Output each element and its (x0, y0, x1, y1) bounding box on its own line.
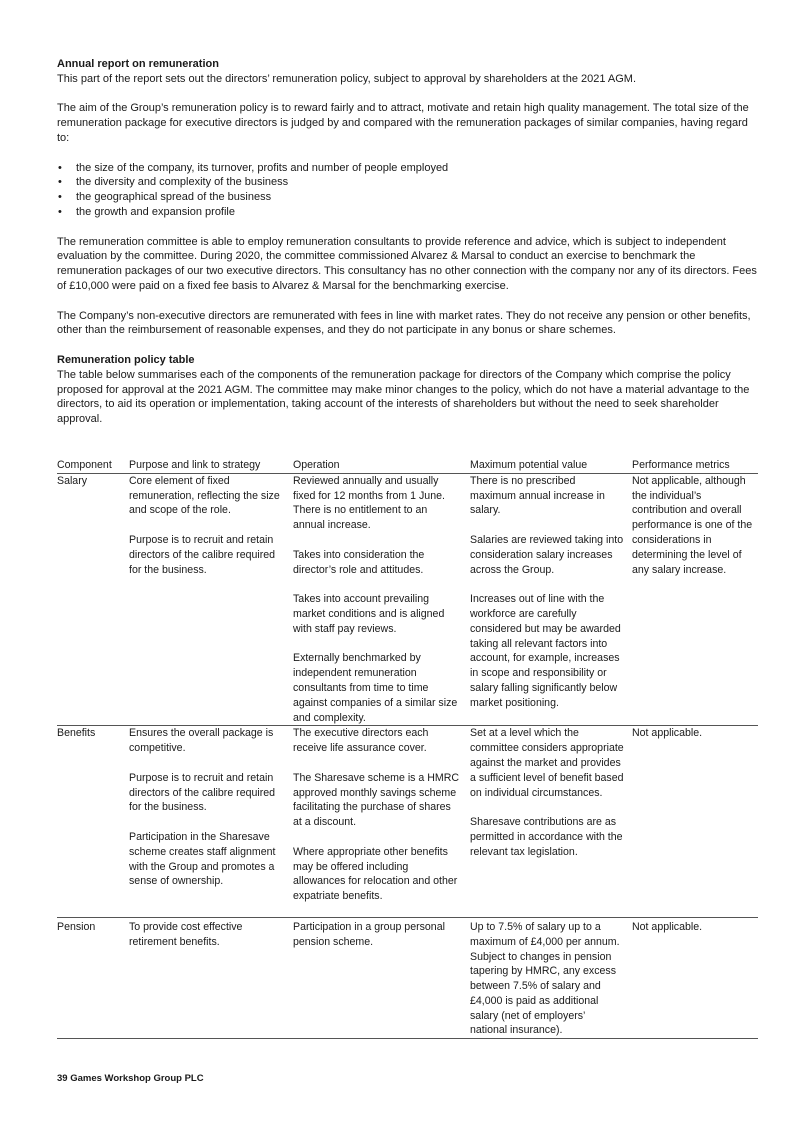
cell-component: Salary (57, 473, 129, 726)
cell-text: Ensures the overall package is competitive. (129, 727, 274, 755)
table-header-row (57, 458, 758, 473)
cell-text: Increases out of line with the workforce are carefully considered but may be awarded taking all relevant factors into account, for example, increases in scope and responsibility or salary falling significantly below market positioning. (470, 593, 621, 709)
cell-operation (293, 726, 470, 918)
cell-text: Where appropriate other benefits may be offered including allowances for relocation and other expatriate benefits. (293, 845, 458, 903)
cell-text: Takes into account prevailing market conditions and is aligned with staff pay reviews. (293, 593, 445, 635)
remuneration-policy-table (57, 458, 758, 1039)
heading-annual-report: Annual report on remuneration (57, 58, 219, 70)
non-executive-paragraph: The Company’s non-executive directors are remunerated with fees in line with market rates. They do not receive any pension or other benefits, other than the reimbursement of reasonable expenses, and they do not participate in any bonus or share schemes. (57, 309, 751, 337)
cell-operation: Participation in a group personal pension scheme. (293, 917, 470, 1038)
cell-text: Purpose is to recruit and retain directors of the calibre required for the business. (129, 533, 276, 576)
header-operation: Operation (293, 458, 470, 473)
intro-paragraph: This part of the report sets out the directors’ remuneration policy, subject to approval by shareholders at the 2021 AGM. (57, 72, 637, 85)
list-item: • the diversity and complexity of the business (57, 175, 757, 190)
header-performance-metrics: Performance metrics (632, 458, 758, 473)
cell-text: Core element of fixed remuneration, reflecting the size and scope of the role. (129, 474, 280, 517)
header-purpose: Purpose and link to strategy (129, 458, 293, 473)
cell-text: Purpose is to recruit and retain directors of the calibre required for the business. (129, 771, 276, 814)
table-row-benefits (57, 726, 758, 918)
list-item: • the geographical spread of the business (57, 190, 757, 205)
regard-list (57, 161, 757, 220)
cell-component: Pension (57, 917, 129, 1038)
cell-operation (293, 473, 470, 726)
cell-text: Sharesave contributions are as permitted in accordance with the relevant tax legislation. (470, 816, 623, 858)
cell-maximum (470, 726, 632, 918)
cell-purpose: To provide cost effective retirement benefits. (129, 917, 293, 1038)
cell-text: Reviewed annually and usually fixed for 12 months from 1 June. There is no entitlement to an annual increase. (293, 474, 445, 532)
cell-maximum (470, 473, 632, 726)
cell-text: Participation in the Sharesave scheme creates staff alignment with the Group and promotes a sense of ownership. (129, 830, 276, 888)
header-component: Component (57, 458, 129, 473)
cell-text: Takes into consideration the director’s role and attitudes. (293, 548, 425, 576)
cell-component: Benefits (57, 726, 129, 918)
heading-policy-table: Remuneration policy table (57, 353, 195, 366)
cell-metrics: Not applicable, although the individual’s contribution and overall performance is one of the considerations in determining the level of any salary increase. (632, 473, 758, 726)
cell-purpose (129, 473, 293, 726)
list-item: • the growth and expansion profile (57, 205, 757, 220)
report-body (57, 57, 757, 427)
table-row-salary (57, 473, 758, 726)
header-maximum-value: Maximum potential value (470, 458, 632, 473)
policy-intro-paragraph: The table below summarises each of the components of the remuneration package for directors of the Company which comprise the policy proposed for approval at the 2021 AGM. The committee may make minor changes to the policy, which do not have a material advantage to the directors, to aid its operation or implementation, taking account of the interests of shareholders but without the need to seek shareholder approval. (57, 368, 750, 426)
table-row-pension (57, 917, 758, 1038)
cell-text: Set at a level which the committee considers appropriate against the market and provides a sufficient level of benefit based on individual circumstances. (470, 727, 624, 799)
cell-metrics: Not applicable. (632, 917, 758, 1038)
cell-text: Externally benchmarked by independent remuneration consultants from time to time against companies of a similar size and complexity. (293, 652, 458, 724)
cell-text: Salaries are reviewed taking into consideration salary increases across the Group. (470, 533, 624, 576)
page-footer: 39 Games Workshop Group PLC (57, 1073, 204, 1084)
cell-text: There is no prescribed maximum annual increase in salary. (470, 474, 605, 517)
cell-text: The executive directors each receive life assurance cover. (293, 727, 429, 755)
cell-metrics: Not applicable. (632, 726, 758, 918)
list-item: • the size of the company, its turnover, profits and number of people employed (57, 161, 757, 176)
cell-text: The Sharesave scheme is a HMRC approved monthly savings scheme facilitating the purchase of shares at a discount. (293, 771, 460, 829)
aim-paragraph: The aim of the Group’s remuneration policy is to reward fairly and to attract, motivate and retain high quality management. The total size of the remuneration package for executive directors is judged by and compared with the remuneration packages of similar companies, having regard to: (57, 102, 749, 144)
consultants-paragraph: The remuneration committee is able to employ remuneration consultants to provide reference and advice, which is subject to independent evaluation by the committee. During 2020, the committee commissioned Alvarez & Marsal to conduct an exercise to benchmark the remuneration packages of our two executive directors. This consultancy has no other connection with the company nor any of its directors. Fees of £10,000 were paid on a fixed fee basis to Alvarez & Marsal for the benchmarking exercise. (57, 235, 757, 292)
cell-maximum: Up to 7.5% of salary up to a maximum of £4,000 per annum. Subject to changes in pension tapering by HMRC, any excess between 7.5% of salary and £4,000 is paid as additional salary (net of employers’ national insurance). (470, 917, 632, 1038)
cell-purpose (129, 726, 293, 918)
